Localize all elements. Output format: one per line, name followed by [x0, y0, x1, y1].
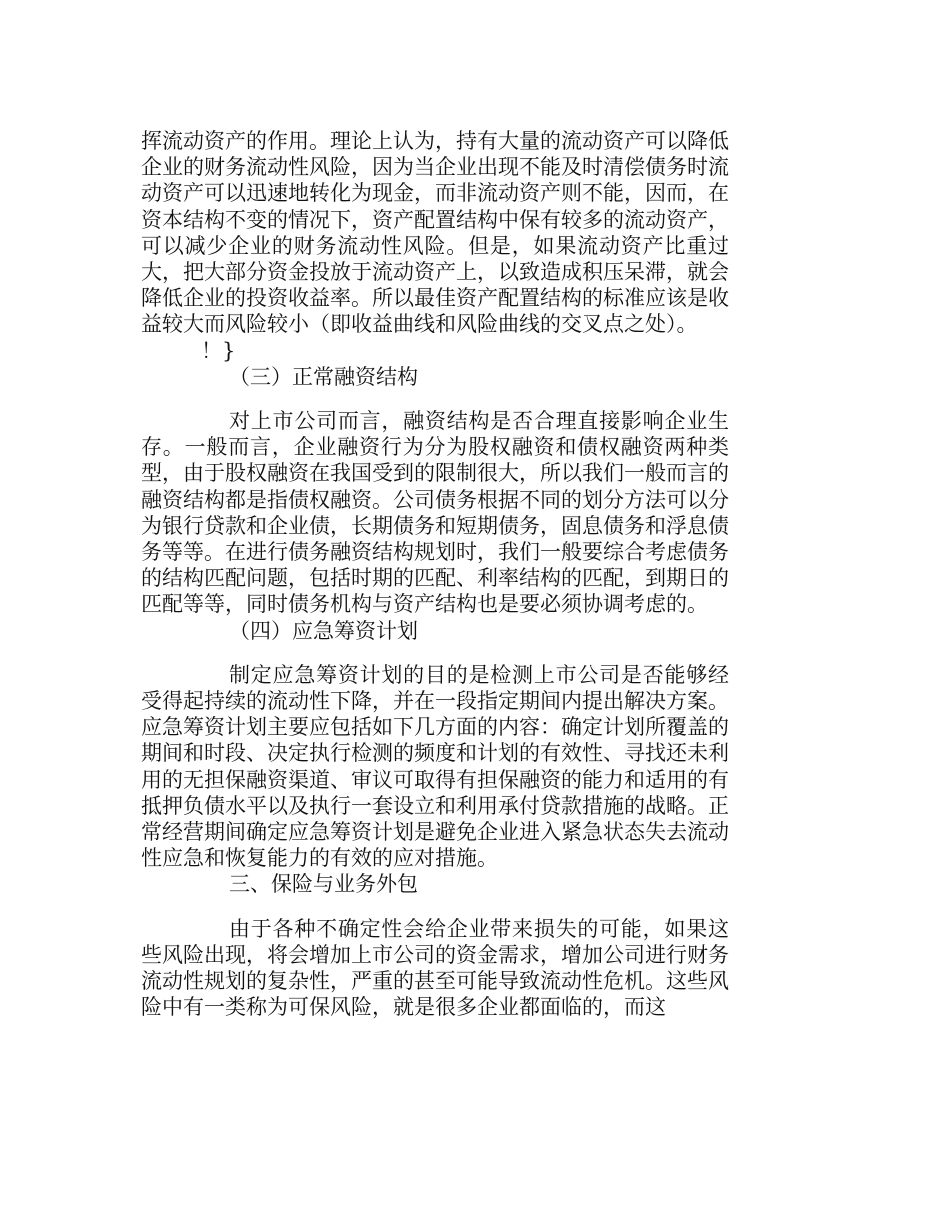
stray-symbol-line: ！} [201, 338, 236, 363]
section-heading-insurance-outsourcing: 三、保险与业务外包 [229, 872, 418, 897]
section-heading-emergency-funding-plan: （四）应急筹资计划 [229, 618, 418, 643]
paragraph-financing-structure: 对上市公司而言，融资结构是否合理直接影响企业生存。一般而言，企业融资行为分为股权融资和债权融资两种类型，由于股权融资在我国受到的限制很大，所以我们一般而言的融资结构都是指债权融资。公司债务根据不同的划分方法可以分为银行贷款和企业债，长期债务和短期债务，固息债务和浮息债务等等。在进行债务融资结构规划时，我们一般要综合考虑债务的结构匹配问题，包括时期的匹配、利率结构的匹配，到期日的匹配等等，同时债务机构与资产结构也是要必须协调考虑的。 [141, 409, 729, 617]
section-heading-normal-financing-structure: （三）正常融资结构 [229, 364, 418, 389]
paragraph-emergency-funding-plan: 制定应急筹资计划的目的是检测上市公司是否能够经受得起持续的流动性下降，并在一段指定期间内提出解决方案。应急筹资计划主要应包括如下几方面的内容：确定计划所覆盖的期间和时段、决定执行检测的频度和计划的有效性、寻找还未利用的无担保融资渠道、审议可取得有担保融资的能力和适用的有抵押负债水平以及执行一套设立和利用承付贷款措施的战略。正常经营期间确定应急筹资计划是避免企业进入紧急状态失去流动性应急和恢复能力的有效的应对措施。 [141, 662, 729, 871]
paragraph-insurance-risks: 由于各种不确定性会给企业带来损失的可能，如果这些风险出现，将会增加上市公司的资金需求，增加公司进行财务流动性规划的复杂性，严重的甚至可能导致流动性危机。这些风险中有一类称为可保风险，就是很多企业都面临的，而这 [141, 916, 729, 1020]
document-body [141, 128, 729, 1021]
paragraph-asset-allocation: 挥流动资产的作用。理论上认为，持有大量的流动资产可以降低企业的财务流动性风险，因为当企业出现不能及时清偿债务时流动资产可以迅速地转化为现金，而非流动资产则不能，因而，在资本结构不变的情况下，资产配置结构中保有较多的流动资产，可以减少企业的财务流动性风险。但是，如果流动资产比重过大，把大部分资金投放于流动资产上，以致造成积压呆滞，就会降低企业的投资收益率。所以最佳资产配置结构的标准应该是收益较大而风险较小（即收益曲线和风险曲线的交叉点之处）。 [141, 129, 729, 337]
